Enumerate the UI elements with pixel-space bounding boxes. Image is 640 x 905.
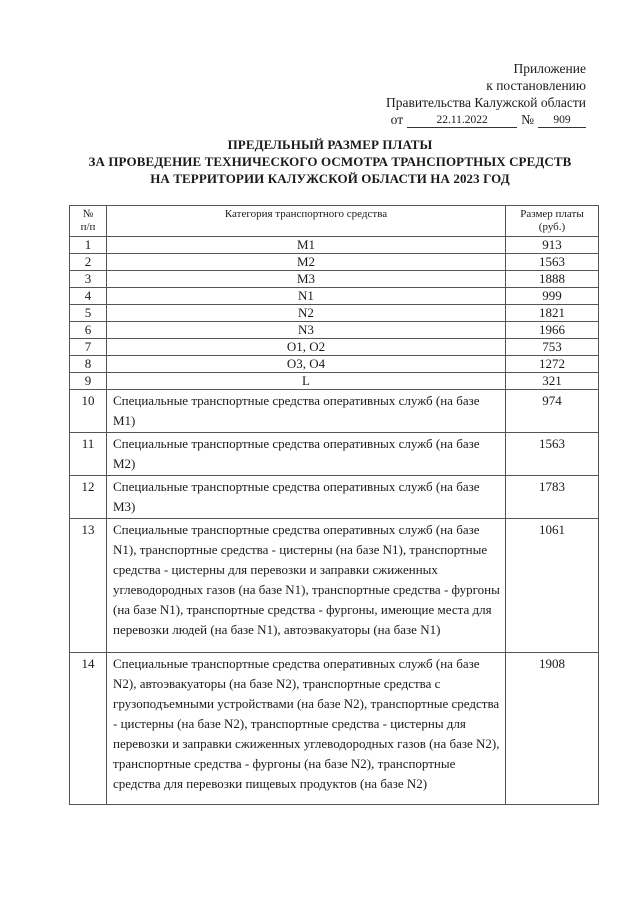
- row-fee: 1908: [506, 653, 599, 805]
- fee-table: [69, 205, 599, 805]
- row-category: L: [107, 373, 506, 390]
- document-title: [60, 136, 600, 187]
- table-row: [70, 271, 599, 288]
- appendix-date-line: [386, 111, 586, 128]
- row-number: 8: [70, 356, 107, 373]
- date-prefix: от: [390, 112, 404, 127]
- title-line-3: НА ТЕРРИТОРИИ КАЛУЖСКОЙ ОБЛАСТИ НА 2023 ГОД: [150, 171, 510, 186]
- row-fee: 1966: [506, 322, 599, 339]
- resolution-date: 22.11.2022: [407, 114, 517, 128]
- table-row: [70, 356, 599, 373]
- table-row: [70, 373, 599, 390]
- row-fee: 1888: [506, 271, 599, 288]
- row-fee: 974: [506, 390, 599, 433]
- table-row: [70, 305, 599, 322]
- row-number: 7: [70, 339, 107, 356]
- header-category: Категория транспортного средства: [107, 206, 506, 237]
- row-category: Специальные транспортные средства оперативных служб (на базе M1): [107, 390, 506, 433]
- header-number: № п/п: [70, 206, 107, 237]
- row-fee: 753: [506, 339, 599, 356]
- row-category: Специальные транспортные средства оперативных служб (на базе N1), транспортные средства - цистерны (на базе N1), транспортные средства - цистерны для перевозки и заправки сжиженных углеводородных газов (на базе N1), транспортные средства - фургоны (на базе N1), транспортные средства - фургоны, имеющие места для перевозки людей (на базе N1), автоэвакуаторы (на базе N1): [107, 519, 506, 653]
- row-number: 9: [70, 373, 107, 390]
- row-number: 3: [70, 271, 107, 288]
- table-row: [70, 519, 599, 653]
- row-number: 6: [70, 322, 107, 339]
- row-number: 2: [70, 254, 107, 271]
- row-number: 1: [70, 237, 107, 254]
- appendix-government: Правительства Калужской области: [385, 95, 586, 110]
- row-fee: 1821: [506, 305, 599, 322]
- row-category: O3, O4: [107, 356, 506, 373]
- row-category: N1: [107, 288, 506, 305]
- resolution-number: 909: [538, 114, 586, 128]
- table-header-row: [70, 206, 599, 237]
- table-row: [70, 288, 599, 305]
- row-fee: 321: [506, 373, 599, 390]
- table-row: [70, 390, 599, 433]
- row-fee: 1061: [506, 519, 599, 653]
- row-fee: 1783: [506, 476, 599, 519]
- row-fee: 913: [506, 237, 599, 254]
- table-row: [70, 433, 599, 476]
- table-row: [70, 339, 599, 356]
- row-fee: 999: [506, 288, 599, 305]
- appendix-header: [386, 60, 586, 128]
- row-category: N2: [107, 305, 506, 322]
- row-fee: 1563: [506, 433, 599, 476]
- row-category: Специальные транспортные средства оперативных служб (на базе N2), автоэвакуаторы (на базе N2), транспортные средства с грузоподъемными устройствами (на базе N2), транспортные средства - цистерны (на базе N2), транспортные средства - цистерны для перевозки и заправки сжиженных углеводородных газов (на базе N2), транспортные средства - фургоны (на базе N2), транспортные средства для перевозки пищевых продуктов (на базе N2): [107, 653, 506, 805]
- row-number: 12: [70, 476, 107, 519]
- table-row: [70, 476, 599, 519]
- table-row: [70, 322, 599, 339]
- appendix-resolution: к постановлению: [486, 78, 586, 93]
- appendix-label: Приложение: [513, 61, 586, 76]
- number-sign: №: [521, 112, 534, 127]
- row-number: 4: [70, 288, 107, 305]
- row-number: 14: [70, 653, 107, 805]
- row-category: M1: [107, 237, 506, 254]
- header-fee: Размер платы (руб.): [506, 206, 599, 237]
- row-number: 5: [70, 305, 107, 322]
- row-category: M3: [107, 271, 506, 288]
- table-row: [70, 653, 599, 805]
- row-number: 10: [70, 390, 107, 433]
- table-row: [70, 237, 599, 254]
- row-category: Специальные транспортные средства оперативных служб (на базе M2): [107, 433, 506, 476]
- title-line-2: ЗА ПРОВЕДЕНИЕ ТЕХНИЧЕСКОГО ОСМОТРА ТРАНСПОРТНЫХ СРЕДСТВ: [88, 154, 572, 169]
- row-category: O1, O2: [107, 339, 506, 356]
- table-row: [70, 254, 599, 271]
- row-category: M2: [107, 254, 506, 271]
- row-number: 13: [70, 519, 107, 653]
- row-category: Специальные транспортные средства оперативных служб (на базе M3): [107, 476, 506, 519]
- row-number: 11: [70, 433, 107, 476]
- title-line-1: ПРЕДЕЛЬНЫЙ РАЗМЕР ПЛАТЫ: [227, 137, 433, 152]
- row-fee: 1563: [506, 254, 599, 271]
- row-category: N3: [107, 322, 506, 339]
- row-fee: 1272: [506, 356, 599, 373]
